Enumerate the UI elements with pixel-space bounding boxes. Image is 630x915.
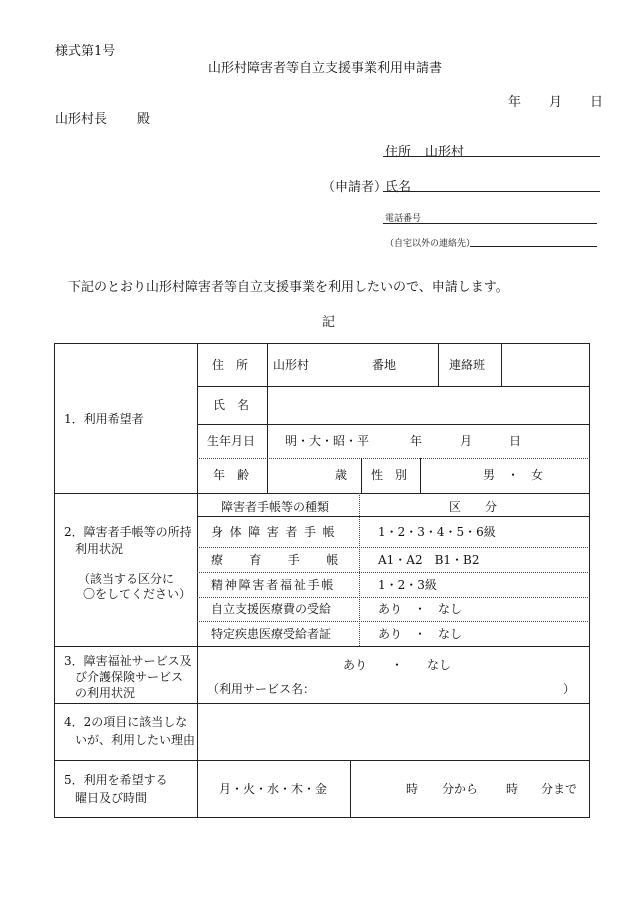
s2-row1-class: 1・2・3・4・5・6級	[378, 525, 496, 539]
s1-dob-year: 年	[410, 434, 423, 448]
s1-age-unit: 歳	[335, 468, 348, 482]
s2-label-line1: 2．障害者手帳等の所持	[64, 525, 192, 539]
s3-label-line2: び介護保険サービス	[75, 670, 184, 684]
s2-row3-type: 精神障害者福祉手帳	[211, 578, 336, 592]
s1-address-suffix: 番地	[372, 358, 397, 372]
applicant-address-value: 山形村	[425, 145, 465, 160]
addressee: 山形村長	[55, 112, 108, 127]
s2-row4-class: あり ・ なし	[378, 602, 463, 616]
s1-address-value: 山形村	[273, 358, 310, 372]
s3-service-close: ）	[563, 682, 576, 696]
s2-row1-type: 身体障害者手帳	[211, 525, 342, 539]
phone-underline	[383, 223, 597, 224]
s5-weekdays: 月・火・水・木・金	[219, 782, 328, 796]
address-underline	[383, 156, 600, 157]
name-underline	[383, 191, 600, 192]
s5-label-line2: 曜日及び時間	[75, 791, 148, 805]
date-month: 月	[549, 95, 563, 110]
s1-dob-era: 明・大・昭・平	[285, 434, 370, 448]
applicant-contact-label: （自宅以外の連絡先）	[385, 239, 476, 249]
s5-min-from: 分から	[442, 782, 479, 796]
date-day: 日	[590, 95, 604, 110]
s3-service-label: （利用サービス名：	[207, 682, 316, 696]
applicant-address-label: 住所	[385, 145, 412, 160]
s1-age-label: 年 齢	[213, 468, 250, 482]
s3-options: あり ・ なし	[343, 658, 452, 672]
applicant-name-label: 氏名	[385, 180, 412, 195]
s1-address-label: 住 所	[212, 358, 249, 372]
s1-dob-label: 生年月日	[207, 434, 256, 448]
s2-row3-class: 1・2・3級	[378, 578, 437, 592]
s5-min-to: 分まで	[541, 782, 578, 796]
date-year: 年	[508, 95, 522, 110]
s1-sex-label: 性 別	[371, 468, 408, 482]
applicant-phone-label: 電話番号	[385, 214, 422, 224]
s1-sex-options: 男 ・ 女	[483, 468, 544, 482]
s2-col-type: 障害者手帳等の種類	[221, 500, 330, 514]
s2-row2-class: A1・A2 B1・B2	[378, 553, 480, 567]
honorific: 殿	[137, 112, 151, 127]
s2-col-class: 区 分	[449, 500, 498, 514]
s3-label-line3: の利用状況	[75, 686, 136, 700]
statement: 下記のとおり山形村障害者等自立支援事業を利用したいので、申請します。	[68, 280, 509, 295]
s1-contact-label: 連絡班	[449, 358, 486, 372]
s1-dob-day: 日	[509, 434, 522, 448]
s4-label-line1: 4．2の項目に該当しな	[64, 715, 188, 729]
s5-label-line1: 5．利用を希望する	[64, 773, 168, 787]
s2-row4-type: 自立支援医療費の受給	[211, 602, 332, 616]
s3-label-line1: 3．障害福祉サービス及	[64, 654, 192, 668]
applicant-role: （申請者）	[322, 180, 388, 195]
s2-row5-type: 特定疾患医療受給者証	[211, 627, 332, 641]
s4-label-line2: いが、利用したい理由	[75, 733, 196, 747]
s5-hour-from: 時	[406, 782, 419, 796]
s1-label: 1．利用希望者	[64, 412, 144, 426]
s2-row5-class: あり ・ なし	[378, 627, 463, 641]
s1-dob-month: 月	[460, 434, 473, 448]
s2-note-line2: 〇をしてください）	[83, 587, 192, 601]
form-title: 山形村障害者等自立支援事業利用申請書	[208, 61, 443, 76]
s2-row2-type: 療育手帳	[211, 553, 365, 567]
contact-underline	[470, 246, 597, 247]
form-number: 様式第1号	[55, 44, 116, 59]
s1-name-label: 氏 名	[213, 398, 250, 412]
s5-hour-to: 時	[506, 782, 519, 796]
s2-note-line1: （該当する区分に	[78, 572, 175, 586]
note-heading: 記	[322, 315, 336, 330]
s2-label-line2: 利用状況	[75, 542, 124, 556]
